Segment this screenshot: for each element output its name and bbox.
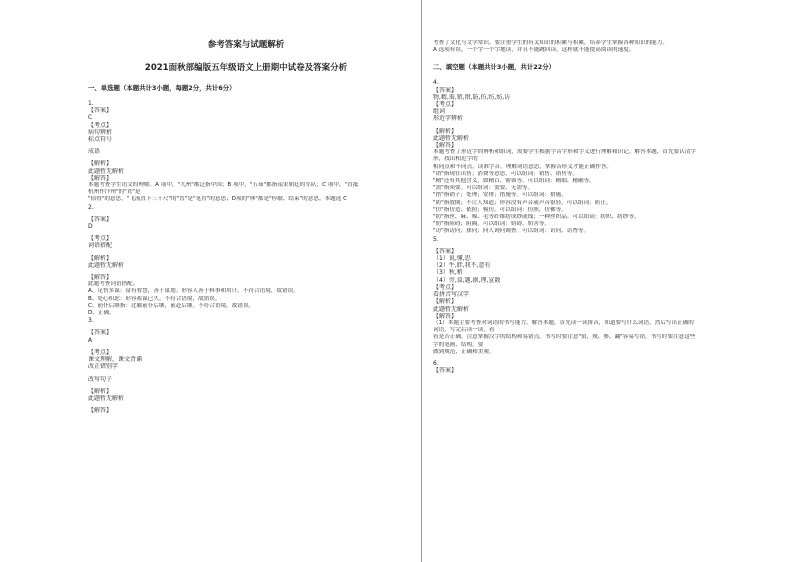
kaodian-tag: 【考点】 bbox=[433, 283, 458, 291]
jieda-line: "防"指放倒；不让人知道；形容没有声音或声音很轻。可以组词：防止。 bbox=[433, 199, 612, 206]
jieda-line: A、足智多谋：富有智慧，善于谋划。形容人善于料事和用计。不符合语境，故错误。 bbox=[88, 288, 299, 295]
answer-tag: 【答案】 bbox=[433, 86, 458, 94]
answer-tag: 【答案】 bbox=[88, 107, 113, 115]
question-number: 3. bbox=[88, 317, 94, 325]
kaodian-tag: 【考点】 bbox=[433, 101, 458, 109]
answer-value: A bbox=[88, 336, 93, 344]
question-number: 1. bbox=[88, 100, 94, 107]
jieda-line: "仿"指仿造；依照；模仿。可以组词：仿照，仿佛等。 bbox=[433, 206, 567, 213]
question-3 bbox=[88, 317, 404, 414]
kaodian-item: 改正错别字 bbox=[88, 363, 119, 371]
jieda-line: 杭州作汴州"的"直"是 bbox=[88, 189, 141, 196]
jiexi-tag: 【解析】 bbox=[88, 387, 113, 395]
kaodian-tag: 【考点】 bbox=[88, 121, 113, 129]
page-title: 参考答案与试题解析 bbox=[207, 40, 285, 50]
intro-line: A 选项有误，一个字一个字地读，并且不能跳回读，这样就不能提高阅读的速度。 bbox=[433, 47, 635, 54]
left-column bbox=[88, 40, 404, 414]
jieda-line: "措"指销子；处理；安排；措施等。可以组词：措施。 bbox=[433, 192, 567, 199]
jieda-line: 做到规范、正确和美观。 bbox=[433, 348, 495, 355]
kaodian-item: 课文理解，课文背诵 bbox=[88, 356, 143, 364]
question-6 bbox=[433, 360, 749, 374]
jieda-line: 相同点和不同点，读准字音，理解词语意思，掌握音形义才能正确作答。 bbox=[433, 163, 613, 170]
jieda-tag: 【解答】 bbox=[88, 407, 113, 415]
question-number: 5. bbox=[433, 235, 439, 243]
right-column bbox=[433, 40, 749, 374]
answer-tag: 【答案】 bbox=[88, 329, 113, 337]
jieda-tag: 【解答】 bbox=[433, 142, 458, 150]
jieda-line: 词语，写完后读一读，看 bbox=[433, 327, 495, 334]
question-4 bbox=[433, 79, 749, 235]
kaodian-item: 病句辨析 bbox=[88, 128, 113, 136]
jieda-line: B、处心积虑：形容蓄谋已久。不符合语境，故错误。 bbox=[88, 295, 221, 302]
answer-value: C bbox=[88, 114, 93, 122]
kaodian-tag: 【考点】 bbox=[88, 235, 113, 243]
question-number: 2. bbox=[88, 203, 94, 211]
kaodian-item: 词语搭配 bbox=[88, 242, 113, 250]
answer-value: （1）说,懂,思 bbox=[433, 255, 471, 263]
jieda-line: "值得"的意思，"飞流直下三千尺"的"直"是"笔直"的意思；D项的"休"都是"停歇、结束"的意思。本题选 C bbox=[88, 196, 348, 203]
jieda-line: 形，找出相近字的 bbox=[433, 156, 478, 163]
jieda-line: （1）本题主要考查对词语的书写能力。解答本题，首先读一读拼音，知道要写什么词语，然后写出正确的 bbox=[433, 319, 694, 326]
answer-tag: 【答案】 bbox=[88, 215, 113, 223]
kaodian-item: 看拼音写汉字 bbox=[433, 291, 470, 299]
jieda-line: C、前仆后继指：比喻前仆后继，前赴后继。不符合语境，故错误。 bbox=[88, 302, 255, 309]
kaodian-tag: 【考点】 bbox=[88, 348, 113, 356]
jieda-line: "访"指访问；探问；向人询问调查。可以组词：访问、访查等。 bbox=[433, 228, 590, 235]
section-heading-fill-blank: 二、填空题（本题共计3小题，共计22分） bbox=[433, 63, 555, 72]
jieda-line: 此题考查词语搭配。 bbox=[88, 281, 139, 288]
jieda-line: D、正确。 bbox=[88, 310, 115, 317]
question-number: 6. bbox=[433, 359, 439, 367]
kaodian-item: 成语 bbox=[88, 148, 101, 156]
jiexi-tag: 【解析】 bbox=[433, 298, 458, 306]
jieda-line: "纺"指丝、麻、棉、毛等纤维纺成纱或线；一种丝织品。可以组词：纺织、纺纱等。 bbox=[433, 214, 640, 221]
jieda-line: "妨"指阻碍；阻隔。可以组词：妨碍、妨害等。 bbox=[433, 221, 551, 228]
question-number: 4. bbox=[433, 79, 439, 87]
jiexi-tag: 【解析】 bbox=[88, 160, 113, 168]
question-2 bbox=[88, 204, 404, 318]
jieda-line: 本题考查了形近字的辨析和组词，需要学生根据字音字形和字义进行理解和识记。解答本题，首先要认清字 bbox=[433, 149, 696, 156]
jieda-line: "销"指现在出售；消费等意思，可以组词：销售、销售等。 bbox=[433, 170, 578, 177]
jiexi-text: 此题暂无解析 bbox=[433, 305, 470, 313]
question-5 bbox=[433, 236, 749, 356]
jieda-line: "精"还有其他含义，如精百、密锁等。可以组词：精细、精确等。 bbox=[433, 178, 595, 185]
jieda-line: "需"指须要。可以组词：需要、无需等。 bbox=[433, 185, 534, 192]
jiexi-text: 此题暂无解析 bbox=[88, 167, 125, 175]
jiexi-text: 此题暂无解析 bbox=[88, 261, 125, 269]
answer-tag: 【答案】 bbox=[433, 247, 458, 255]
jieda-tag: 【解答】 bbox=[433, 312, 458, 320]
jiexi-tag: 【解析】 bbox=[433, 127, 458, 135]
jiexi-text: 此题暂无解析 bbox=[433, 134, 470, 142]
jiexi-text: 此题暂无解析 bbox=[88, 394, 125, 402]
jiexi-tag: 【解析】 bbox=[88, 254, 113, 262]
jieda-line: 字的笔画、结构。要 bbox=[433, 341, 484, 348]
jieda-tag: 【解答】 bbox=[88, 174, 113, 182]
jieda-line: 本题考查学生语文的理解。A 项中，"九州"都泛指中国；B 项中，"五茹"都指南宋朝廷的军队；C 项中，"直抵 bbox=[88, 182, 359, 189]
kaodian-item: 改写句子 bbox=[88, 375, 113, 383]
section-heading-single-choice: 一、单选题（本题共计3小题，每题2分，共计6分） bbox=[88, 84, 236, 92]
intro-line: 考查了文化与文学常识，要注重学生的有关知识的积累与积累，培养学生掌握各种知识的能力。 bbox=[433, 40, 668, 46]
jieda-line: 看是否正确。注意掌握汉字的结构和易错点。书写时要注意"值、规、参、翻"容易写错，书写时要注意这些 bbox=[433, 334, 696, 341]
answer-value: （2）牛,胖,我不,意有 bbox=[433, 262, 491, 270]
jieda-tag: 【解答】 bbox=[88, 274, 113, 282]
kaodian-item: 形近字辨析 bbox=[433, 115, 464, 123]
answer-value: 物,精,需,销,措,防,仿,纺,妨,访 bbox=[433, 93, 511, 101]
question-1 bbox=[88, 100, 404, 204]
answer-value: （4）旁,盒,题,据,理,宣散 bbox=[433, 276, 501, 284]
page-subtitle: 2021面秋部编版五年级语文上册期中试卷及答案分析 bbox=[144, 63, 348, 73]
answer-tag: 【答案】 bbox=[433, 367, 458, 375]
column-divider bbox=[421, 0, 422, 562]
kaodian-item: 组词 bbox=[433, 108, 446, 116]
answer-value: D bbox=[88, 223, 93, 231]
kaodian-item: 标点符号 bbox=[88, 136, 113, 144]
answer-value: （3）秋,稍 bbox=[433, 269, 463, 277]
